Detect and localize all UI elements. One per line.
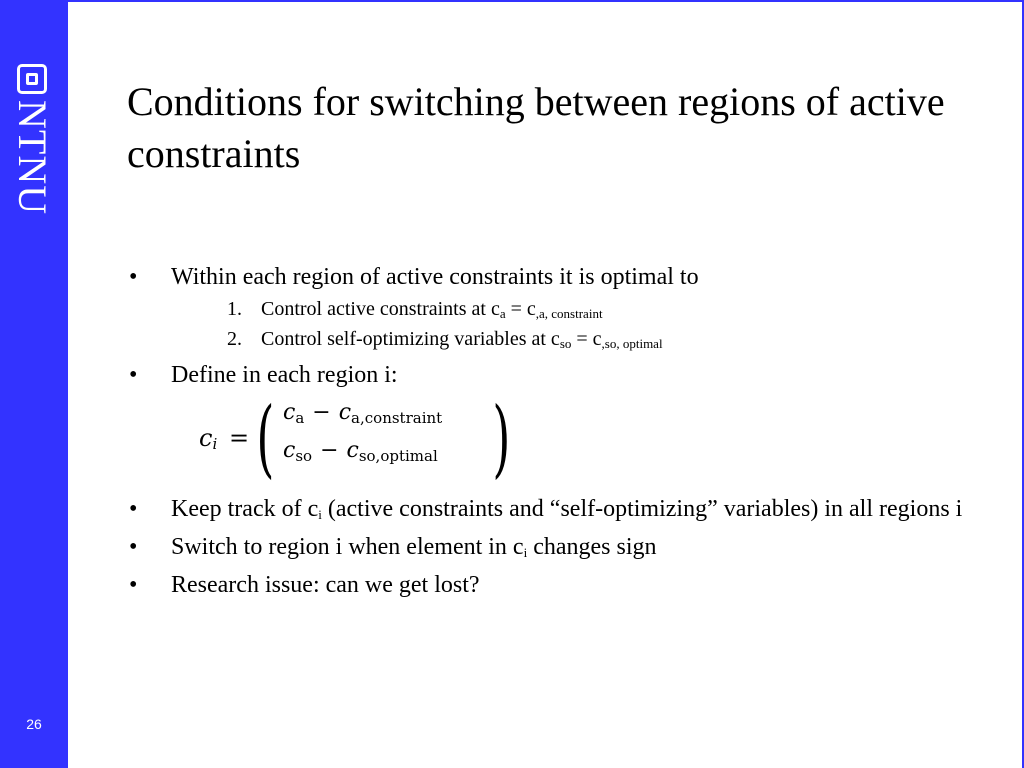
bullet-item [127,360,997,390]
subscript: ,a, constraint [535,306,603,321]
subitem-text: Control active constraints at c [261,298,500,320]
left-paren: ( [256,389,275,487]
right-paren: ) [492,389,511,487]
bullet-item [127,262,997,352]
equation-block [199,389,997,488]
bullet-text: Research issue: can we get lost? [171,572,480,598]
bullet-dot: • [129,496,138,522]
vector-row-2: $c_{so} - c_{so,optimal}$ [283,438,438,465]
subscript: ,so, optimal [601,336,663,351]
equation-equals: = [229,424,250,452]
top-border [68,0,1024,2]
slide-title: Conditions for switching between regions of active constraints [127,79,945,176]
bullet-dot: • [129,534,138,560]
page-number: 26 [26,716,42,732]
bullet-dot: • [129,362,138,388]
bullet-text: Keep track of $c_i$ (active constraints and “self-optimizing” variables) in all regions i [171,496,963,522]
ntnu-sidebar [0,0,68,768]
subscript: a [499,306,506,321]
bullet-text: Within each region of active constraints it is optimal to [171,264,699,290]
subscript: so [559,336,572,351]
bullet-text: Switch to region i when element in $c_i$ changes sign [171,534,657,560]
numbered-subitem [171,296,997,322]
vector-row-1: $c_a - c_{a,constraint}$ [283,400,443,427]
subitem-text: Control self-optimizing variables at c [261,328,560,350]
bullet-item [127,532,997,562]
slide-body [127,262,997,608]
bullet-item [127,570,997,600]
bullet-dot: • [129,264,138,290]
subitem-number: 1. [227,298,242,320]
bullet-dot: • [129,572,138,598]
subitem-text: = c [571,328,602,350]
subitem-number: 2. [227,328,242,350]
bullet-text: Define in each region i: [171,362,398,388]
equation-lhs: $c_i$ [199,424,218,453]
subitem-text: = c [505,298,536,320]
ntnu-logo-icon [17,64,47,94]
numbered-subitem [171,326,997,352]
bullet-item [127,494,997,524]
ntnu-logo-text: NTNU [10,100,55,216]
